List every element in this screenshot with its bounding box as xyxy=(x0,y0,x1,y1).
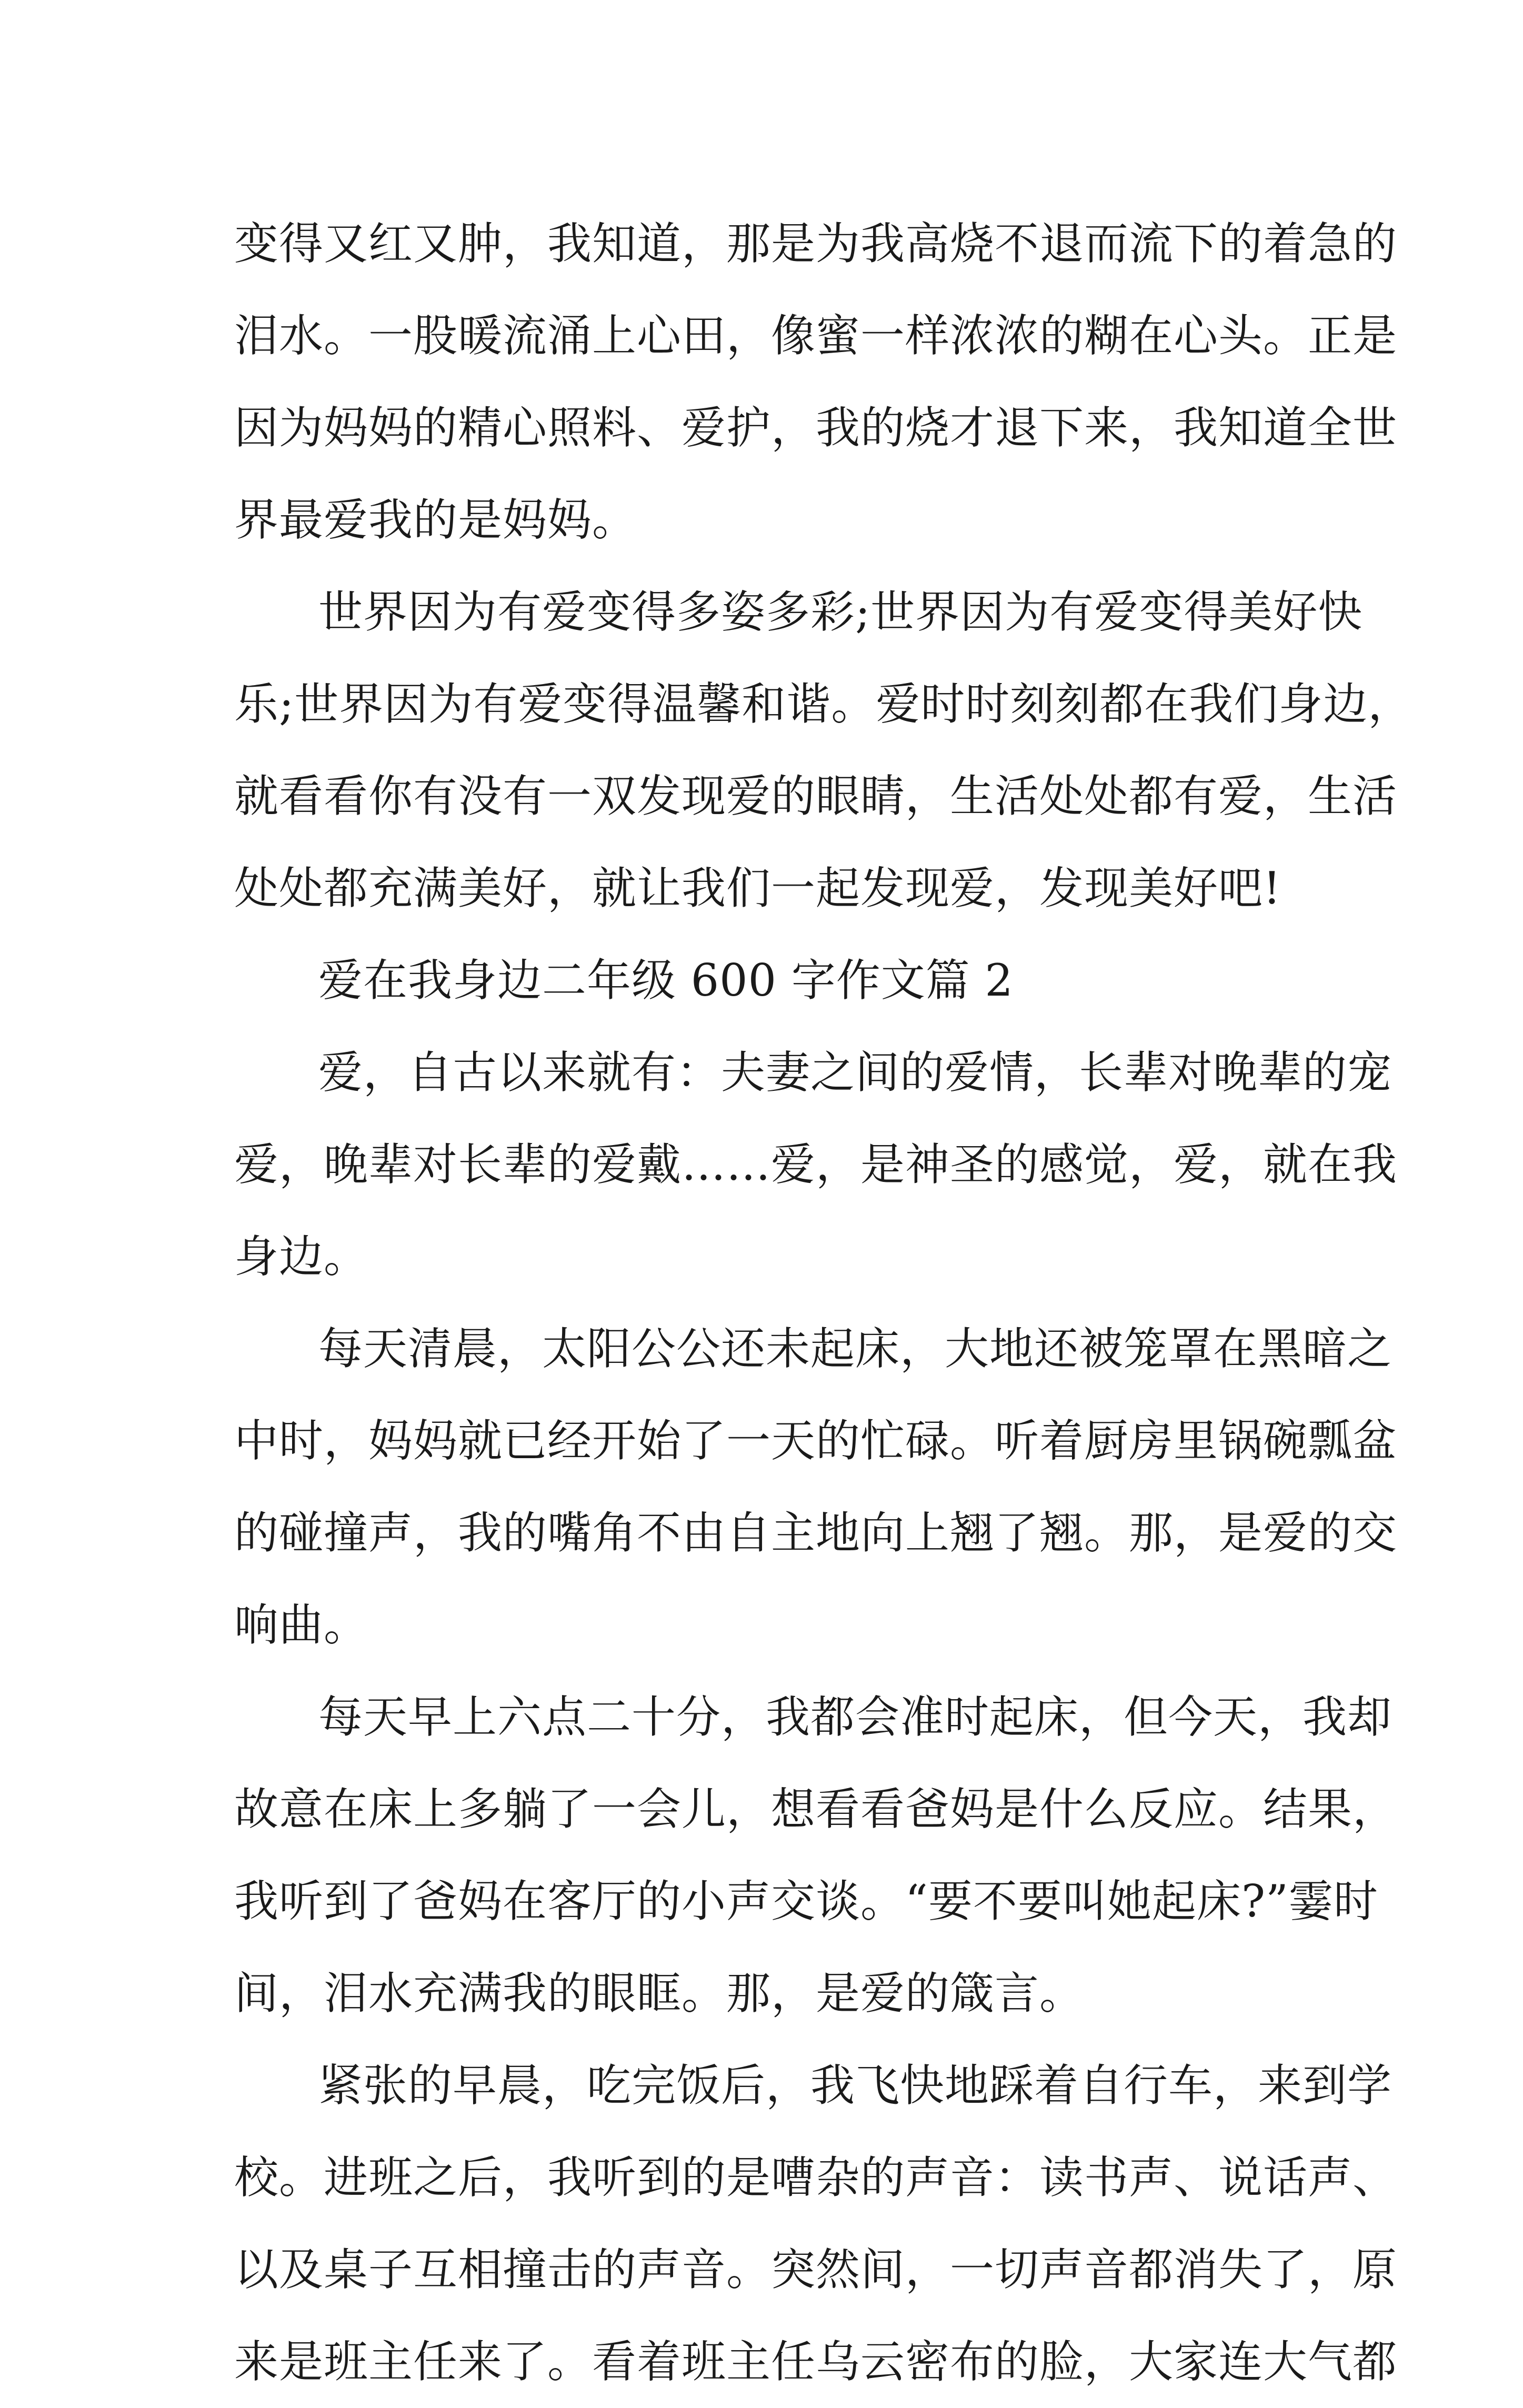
text-line: 响曲。 xyxy=(234,1599,369,1651)
text-line: 间，泪水充满我的眼眶。那，是爱的箴言。 xyxy=(234,1968,1085,2019)
paragraph-start-line: 紧张的早晨，吃完饭后，我飞快地踩着自行车，来到学 xyxy=(318,2060,1392,2111)
paragraph-start-line: 每天早上六点二十分，我都会准时起床，但今天，我却 xyxy=(318,1691,1392,1743)
text-line: 爱，晚辈对长辈的爱戴……爱，是神圣的感觉，爱，就在我 xyxy=(234,1139,1398,1190)
text-line: 变得又红又肿，我知道，那是为我高烧不退而流下的着急的 xyxy=(234,218,1398,269)
paragraph-start-line: 世界因为有爱变得多姿多彩;世界因为有爱变得美好快 xyxy=(318,586,1363,638)
text-line: 界最爱我的是妈妈。 xyxy=(234,494,637,546)
paragraph-start-line: 爱，自古以来就有：夫妻之间的爱情，长辈对晚辈的宠 xyxy=(318,1047,1392,1098)
text-line: 身边。 xyxy=(234,1231,369,1282)
text-line: 我听到了爸妈在客厅的小声交谈。“要不要叫她起床?”霎时 xyxy=(234,1875,1378,1927)
text-line: 就看看你有没有一双发现爱的眼睛，生活处处都有爱，生活 xyxy=(234,770,1398,822)
text-line: 故意在床上多躺了一会儿，想看看爸妈是什么反应。结果， xyxy=(234,1783,1398,1835)
text-line: 中时，妈妈就已经开始了一天的忙碌。听着厨房里锅碗瓢盆 xyxy=(234,1415,1398,1467)
text-line: 以及桌子互相撞击的声音。突然间，一切声音都消失了，原 xyxy=(234,2244,1398,2295)
text-line: 的碰撞声，我的嘴角不由自主地向上翘了翘。那，是爱的交 xyxy=(234,1507,1398,1559)
essay-heading: 爱在我身边二年级 600 字作文篇 2 xyxy=(318,955,1014,1006)
text-line: 泪水。一股暖流涌上心田，像蜜一样浓浓的糊在心头。正是 xyxy=(234,310,1398,362)
text-line: 乐;世界因为有爱变得温馨和谐。爱时时刻刻都在我们身边， xyxy=(234,678,1413,730)
text-line: 因为妈妈的精心照料、爱护，我的烧才退下来，我知道全世 xyxy=(234,402,1398,454)
essay-text xyxy=(234,198,1413,2408)
text-line: 来是班主任来了。看着班主任乌云密布的脸，大家连大气都 xyxy=(234,2336,1398,2387)
text-line: 校。进班之后，我听到的是嘈杂的声音：读书声、说话声、 xyxy=(234,2152,1398,2203)
paragraph-start-line: 每天清晨，太阳公公还未起床，大地还被笼罩在黑暗之 xyxy=(318,1323,1392,1374)
text-line: 处处都充满美好，就让我们一起发现爱，发现美好吧! xyxy=(234,862,1281,914)
